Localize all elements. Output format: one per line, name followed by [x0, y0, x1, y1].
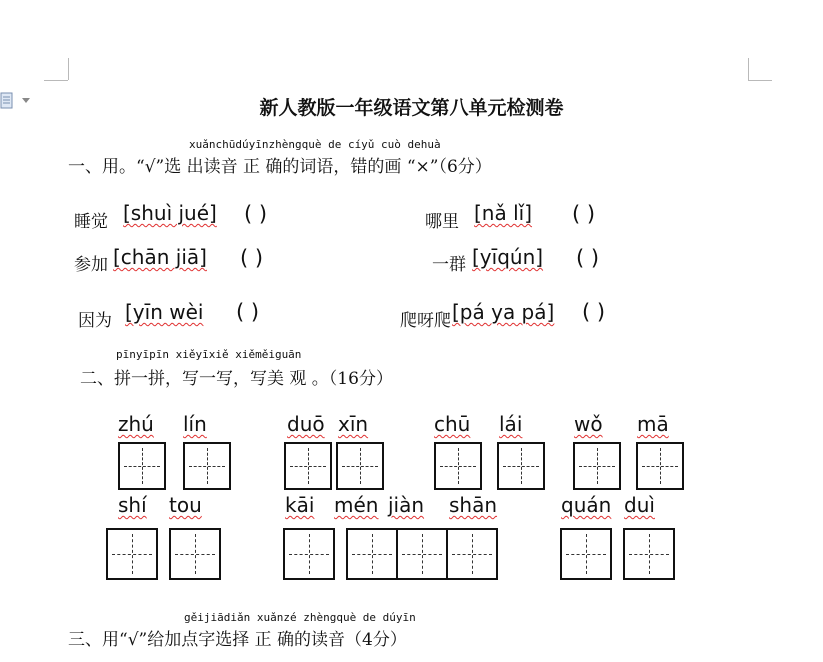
- word-cn: 参加: [74, 255, 108, 275]
- writing-grid[interactable]: [623, 528, 675, 580]
- answer-blank[interactable]: ( ): [240, 246, 264, 270]
- word-cn: 爬呀爬: [400, 311, 451, 331]
- word-cn: 因为: [78, 311, 112, 331]
- word-cn: 睡觉: [74, 212, 108, 232]
- answer-blank[interactable]: ( ): [236, 300, 260, 324]
- syllable: lái: [499, 412, 523, 436]
- answer-blank[interactable]: ( ): [582, 300, 606, 324]
- writing-grid[interactable]: [106, 528, 158, 580]
- writing-grid[interactable]: [118, 442, 166, 490]
- word-cn: 哪里: [425, 212, 459, 232]
- word-pinyin: [shuì jué]: [123, 201, 217, 225]
- writing-grid[interactable]: [446, 528, 498, 580]
- word-pinyin: [pá ya pá]: [452, 300, 555, 324]
- syllable: duì: [624, 493, 655, 517]
- page-corner-mark: [44, 80, 68, 81]
- section2-pinyin: pīnyīpīn xiěyīxiě xiěměiguān: [116, 348, 302, 361]
- syllable: mā: [637, 412, 669, 436]
- syllable: duō: [287, 412, 325, 436]
- answer-blank[interactable]: ( ): [576, 246, 600, 270]
- syllable: mén: [334, 493, 379, 517]
- answer-blank[interactable]: ( ): [572, 202, 596, 226]
- word-pinyin: [yīqún]: [472, 245, 544, 269]
- writing-grid[interactable]: [560, 528, 612, 580]
- syllable: kāi: [285, 493, 315, 517]
- writing-grid[interactable]: [346, 528, 398, 580]
- section2-heading: 二、拼一拼，写一写，写美 观 。（16分）: [80, 369, 393, 389]
- writing-grid[interactable]: [434, 442, 482, 490]
- writing-grid[interactable]: [284, 442, 332, 490]
- section3-heading: 三、用“√”给加点字选择 正 确的读音（4分）: [68, 630, 407, 650]
- syllable: xīn: [338, 412, 369, 436]
- writing-grid[interactable]: [573, 442, 621, 490]
- word-pinyin: [chān jiā]: [113, 245, 207, 269]
- writing-grid[interactable]: [336, 442, 384, 490]
- writing-grid[interactable]: [497, 442, 545, 490]
- syllable: shān: [449, 493, 498, 517]
- writing-grid[interactable]: [283, 528, 335, 580]
- writing-grid[interactable]: [183, 442, 231, 490]
- answer-blank[interactable]: ( ): [244, 202, 268, 226]
- word-pinyin: [nǎ lǐ]: [474, 201, 533, 225]
- syllable: jiàn: [388, 493, 425, 517]
- writing-grid[interactable]: [636, 442, 684, 490]
- word-pinyin: [yīn wèi: [125, 300, 204, 324]
- writing-grid[interactable]: [169, 528, 221, 580]
- page-corner-mark: [748, 58, 749, 80]
- section1-heading: 一、用。“√”选 出读音 正 确的词语，错的画 “×”（6分）: [68, 157, 492, 177]
- syllable: lín: [183, 412, 207, 436]
- document-title: 新人教版一年级语文第八单元检测卷: [259, 97, 564, 119]
- syllable: tou: [169, 493, 202, 517]
- writing-grid[interactable]: [396, 528, 448, 580]
- syllable: quán: [561, 493, 612, 517]
- syllable: wǒ: [574, 412, 603, 436]
- section3-pinyin: gěijiādiǎn xuǎnzé zhèngquè de dúyīn: [184, 611, 416, 624]
- syllable: chū: [434, 412, 471, 436]
- page-corner-mark: [68, 58, 69, 80]
- page-corner-mark: [748, 80, 772, 81]
- section1-pinyin: xuǎnchūdúyīnzhèngquè de cíyǔ cuò dehuà: [189, 138, 441, 151]
- syllable: zhú: [118, 412, 154, 436]
- word-cn: 一群: [432, 255, 466, 275]
- syllable: shí: [118, 493, 147, 517]
